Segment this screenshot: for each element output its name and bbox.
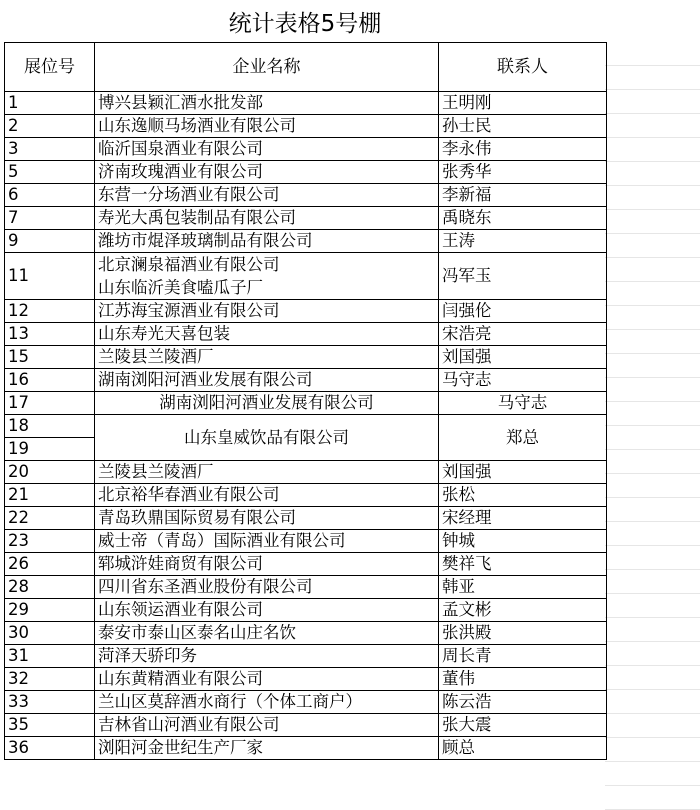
header-booth-number: 展位号 <box>5 43 95 92</box>
company-line-2: 山东临沂美食嗑瓜子厂 <box>98 278 263 297</box>
contact-cell: 张大震 <box>439 714 607 737</box>
booth-number-cell: 16 <box>5 369 95 392</box>
contact-cell-merged: 郑总 <box>439 415 607 461</box>
company-cell: 山东黄精酒业有限公司 <box>95 668 439 691</box>
contact-cell: 顾总 <box>439 737 607 760</box>
table-row-merged <box>5 415 607 438</box>
table-row <box>5 691 607 714</box>
table-row <box>5 461 607 484</box>
table-row <box>5 300 607 323</box>
booth-number-cell: 18 <box>5 415 95 438</box>
booth-number-cell: 30 <box>5 622 95 645</box>
booth-number-cell: 26 <box>5 553 95 576</box>
table-row-double-company <box>5 253 607 300</box>
company-cell: 寿光大禹包装制品有限公司 <box>95 207 439 230</box>
company-cell: 山东逸顺马场酒业有限公司 <box>95 115 439 138</box>
booth-number-cell: 12 <box>5 300 95 323</box>
booth-number-cell: 13 <box>5 323 95 346</box>
company-cell: 兰陵县兰陵酒厂 <box>95 346 439 369</box>
table-row <box>5 392 607 415</box>
booth-number-cell: 33 <box>5 691 95 714</box>
booth-number-cell: 20 <box>5 461 95 484</box>
contact-cell: 韩亚 <box>439 576 607 599</box>
booth-number-cell: 5 <box>5 161 95 184</box>
booth-number-cell: 11 <box>5 253 95 300</box>
table-row <box>5 230 607 253</box>
booth-number-cell: 3 <box>5 138 95 161</box>
company-cell: 菏泽天骄印务 <box>95 645 439 668</box>
table-row <box>5 737 607 760</box>
table-row <box>5 576 607 599</box>
booth-number-cell: 36 <box>5 737 95 760</box>
table-row <box>5 161 607 184</box>
contact-cell: 孙士民 <box>439 115 607 138</box>
contact-cell: 李新福 <box>439 184 607 207</box>
booth-number-cell: 22 <box>5 507 95 530</box>
contact-cell: 禹晓东 <box>439 207 607 230</box>
booth-number-cell: 6 <box>5 184 95 207</box>
contact-cell: 刘国强 <box>439 346 607 369</box>
contact-cell: 刘国强 <box>439 461 607 484</box>
company-cell: 潍坊市焜泽玻璃制品有限公司 <box>95 230 439 253</box>
company-cell: 郓城浒娃商贸有限公司 <box>95 553 439 576</box>
table-row <box>5 645 607 668</box>
booth-number-cell: 32 <box>5 668 95 691</box>
table-row <box>5 553 607 576</box>
contact-cell: 冯军玉 <box>439 253 607 300</box>
contact-cell: 闫强伦 <box>439 300 607 323</box>
table-row <box>5 138 607 161</box>
booth-number-cell: 9 <box>5 230 95 253</box>
company-cell: 浏阳河金世纪生产厂家 <box>95 737 439 760</box>
booth-number-cell: 28 <box>5 576 95 599</box>
company-cell: 山东领运酒业有限公司 <box>95 599 439 622</box>
contact-cell: 樊祥飞 <box>439 553 607 576</box>
company-cell: 兰陵县兰陵酒厂 <box>95 461 439 484</box>
booth-number-cell: 23 <box>5 530 95 553</box>
contact-cell: 马守志 <box>439 369 607 392</box>
table-row <box>5 599 607 622</box>
table-row <box>5 207 607 230</box>
contact-cell: 王涛 <box>439 230 607 253</box>
company-cell-stacked <box>95 253 439 300</box>
contact-cell: 宋经理 <box>439 507 607 530</box>
company-cell: 威士帝（青岛）国际酒业有限公司 <box>95 530 439 553</box>
header-contact: 联系人 <box>439 43 607 92</box>
table-row <box>5 507 607 530</box>
contact-cell: 张洪殿 <box>439 622 607 645</box>
contact-cell: 李永伟 <box>439 138 607 161</box>
booth-number-cell: 17 <box>5 392 95 415</box>
contact-cell: 宋浩亮 <box>439 323 607 346</box>
spreadsheet-gridlines <box>605 42 700 786</box>
table-row <box>5 668 607 691</box>
table-row <box>5 346 607 369</box>
booth-number-cell: 19 <box>5 438 95 461</box>
table-row <box>5 622 607 645</box>
company-cell: 江苏海宝源酒业有限公司 <box>95 300 439 323</box>
booth-number-cell: 1 <box>5 92 95 115</box>
booth-number-cell: 29 <box>5 599 95 622</box>
booth-table <box>4 42 607 760</box>
contact-cell: 钟城 <box>439 530 607 553</box>
booth-number-cell: 2 <box>5 115 95 138</box>
contact-cell-centered: 马守志 <box>439 392 607 415</box>
company-cell: 四川省东圣酒业股份有限公司 <box>95 576 439 599</box>
company-cell: 青岛玖鼎国际贸易有限公司 <box>95 507 439 530</box>
company-cell: 兰山区莫辞酒水商行（个体工商户） <box>95 691 439 714</box>
table-title: 统计表格5号棚 <box>228 10 382 37</box>
company-cell: 泰安市泰山区泰名山庄名饮 <box>95 622 439 645</box>
contact-cell: 陈云浩 <box>439 691 607 714</box>
company-cell: 东营一分场酒业有限公司 <box>95 184 439 207</box>
company-cell: 山东寿光天喜包装 <box>95 323 439 346</box>
table-row <box>5 714 607 737</box>
table-row <box>5 323 607 346</box>
contact-cell: 董伟 <box>439 668 607 691</box>
header-row <box>5 43 607 92</box>
company-cell: 湖南浏阳河酒业发展有限公司 <box>95 369 439 392</box>
table-row <box>5 530 607 553</box>
company-cell: 临沂国泉酒业有限公司 <box>95 138 439 161</box>
company-line-1: 北京澜泉福酒业有限公司 <box>98 255 280 274</box>
company-cell: 北京裕华春酒业有限公司 <box>95 484 439 507</box>
company-cell: 吉林省山河酒业有限公司 <box>95 714 439 737</box>
table-row <box>5 369 607 392</box>
contact-cell: 张秀华 <box>439 161 607 184</box>
contact-cell: 周长青 <box>439 645 607 668</box>
table-row <box>5 484 607 507</box>
company-cell-merged: 山东皇威饮品有限公司 <box>95 415 439 461</box>
booth-number-cell: 7 <box>5 207 95 230</box>
contact-cell: 王明刚 <box>439 92 607 115</box>
contact-cell: 张松 <box>439 484 607 507</box>
booth-number-cell: 31 <box>5 645 95 668</box>
company-cell: 济南玫瑰酒业有限公司 <box>95 161 439 184</box>
company-cell-centered: 湖南浏阳河酒业发展有限公司 <box>95 392 439 415</box>
table-row <box>5 184 607 207</box>
table-row <box>5 115 607 138</box>
company-cell: 博兴县颖汇酒水批发部 <box>95 92 439 115</box>
contact-cell: 孟文彬 <box>439 599 607 622</box>
booth-number-cell: 21 <box>5 484 95 507</box>
booth-number-cell: 35 <box>5 714 95 737</box>
booth-number-cell: 15 <box>5 346 95 369</box>
header-company-name: 企业名称 <box>95 43 439 92</box>
table-row <box>5 92 607 115</box>
